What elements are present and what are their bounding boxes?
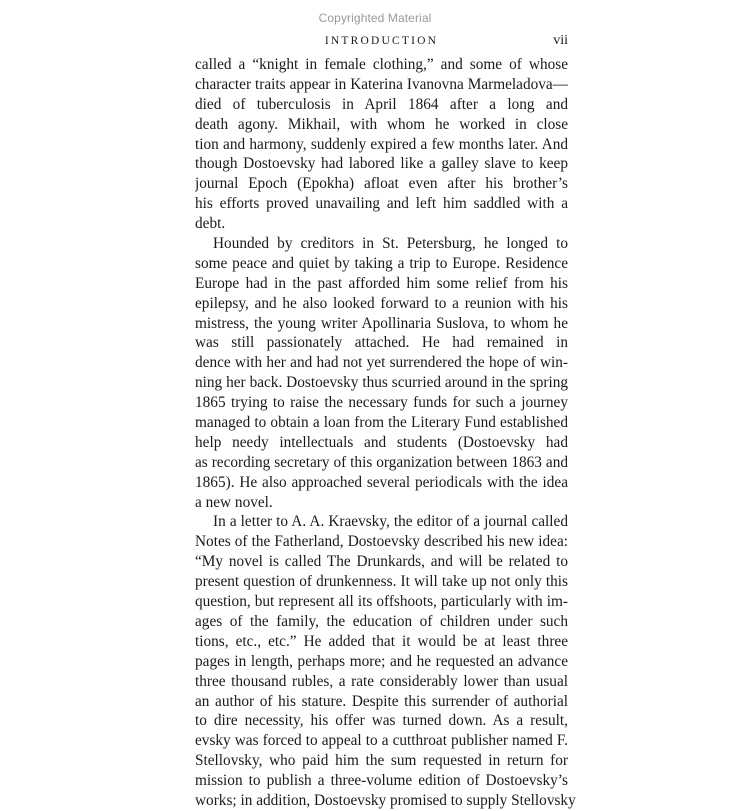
text-line: three thousand rubles, a rate considerably lower than usual: [195, 672, 568, 690]
text-line: tions, etc., etc.” He added that it would be at least three: [195, 632, 568, 650]
text-line: works; in addition, Dostoevsky promised to supply Stellovsky: [195, 791, 576, 809]
text-line: dence with her and had not yet surrendered the hope of win-: [195, 354, 568, 372]
text-line: though Dostoevsky had labored like a galley slave to keep: [195, 155, 568, 173]
text-line: debt.: [195, 215, 226, 233]
text-line: character traits appear in Katerina Ivanovna Marmeladova—: [195, 75, 568, 93]
running-head: [195, 33, 568, 51]
text-line: Stellovsky, who paid him the sum requested in return for: [195, 752, 568, 770]
text-line: present question of drunkenness. It will take up not only this: [195, 573, 568, 591]
text-line: In a letter to A. A. Kraevsky, the editor of a journal called: [213, 513, 568, 531]
text-line: epilepsy, and he also looked forward to a reunion with his: [195, 294, 568, 312]
text-line: called a “knight in female clothing,” and some of whose: [195, 56, 568, 73]
text-line: journal Epoch (Epokha) afloat even after his brother’s: [195, 175, 568, 193]
text-line: Notes of the Fatherland, Dostoevsky described his new idea:: [195, 533, 568, 551]
text-line: some peace and quiet by taking a trip to Europe. Residence: [195, 254, 568, 272]
copyright-watermark: Copyrighted Material: [318, 11, 432, 25]
text-line: ning her back. Dostoevsky thus scurried around in the spring: [195, 374, 568, 392]
text-line: Hounded by creditors in St. Petersburg, he longed to: [213, 235, 568, 253]
text-line: as recording secretary of this organization between 1863 and: [195, 453, 568, 471]
text-line: death agony. Mikhail, with whom he worked in close: [195, 115, 568, 133]
text-line: his efforts proved unavailing and left him saddled with a: [195, 195, 568, 213]
text-line: was still passionately attached. He had remained in: [195, 334, 568, 352]
text-line: Europe had in the past afforded him some relief from his: [195, 274, 568, 292]
text-line: question, but represent all its offshoots, particularly with im-: [195, 593, 568, 611]
text-line: died of tuberculosis in April 1864 after a long and: [195, 95, 568, 113]
text-line: evsky was forced to appeal to a cutthroat publisher named F.: [195, 732, 568, 750]
text-line: mission to publish a three-volume edition of Dostoevsky’s: [195, 772, 568, 790]
text-line: a new novel.: [195, 493, 273, 511]
page-number: vii: [553, 33, 568, 48]
text-line: “My novel is called The Drunkards, and will be related to: [195, 553, 568, 571]
text-line: pages in length, perhaps more; and he requested an advance: [195, 652, 568, 670]
text-line: 1865 trying to raise the necessary funds for such a journey: [195, 394, 568, 412]
chapter-title: INTRODUCTION: [324, 35, 439, 47]
text-line: mistress, the young writer Apollinaria Suslova, to whom he: [195, 314, 568, 332]
text-line: 1865). He also approached several periodicals with the idea: [195, 473, 568, 491]
text-line: managed to obtain a loan from the Literary Fund established: [195, 414, 568, 432]
body-text: [195, 55, 576, 811]
text-line: ages of the family, the education of children under such: [195, 612, 568, 630]
paragraph: [195, 55, 568, 234]
paragraph: [195, 234, 568, 512]
text-line: an author of his stature. Despite this surrender of authorial: [195, 692, 568, 710]
text-line: help needy intellectuals and students (Dostoevsky had: [195, 433, 568, 451]
paragraph: [195, 512, 576, 810]
text-line: to dire necessity, his offer was turned down. As a result,: [195, 712, 568, 730]
text-line: tion and harmony, suddenly expired a few months later. And: [195, 135, 568, 153]
